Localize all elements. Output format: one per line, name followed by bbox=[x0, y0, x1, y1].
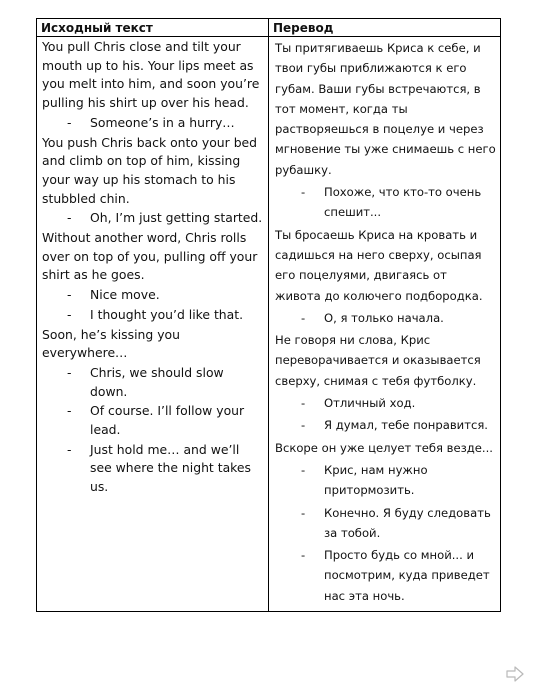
dialogue-text: Просто будь со мной... и посмотрим, куда приведет нас эта ночь. bbox=[324, 548, 490, 603]
dash-marker: - bbox=[301, 462, 306, 477]
dialogue-line bbox=[275, 308, 496, 328]
dialogue-text: Крис, нам нужно притормозить. bbox=[324, 462, 428, 498]
dash-marker: - bbox=[67, 210, 72, 226]
dialogue-line bbox=[275, 182, 496, 223]
dash-marker: - bbox=[301, 396, 306, 411]
dialogue-text: Похоже, что кто-то очень спешит... bbox=[324, 185, 482, 220]
dialogue-text: Oh, I’m just getting started. bbox=[90, 210, 263, 226]
dialogue-text: Nice move. bbox=[90, 287, 160, 303]
dialogue-text: Just hold me… and we’ll see where the night takes us. bbox=[90, 441, 251, 495]
dialogue-text: Of course. I’ll follow your lead. bbox=[90, 403, 245, 438]
dash-marker: - bbox=[67, 306, 72, 322]
dash-marker: - bbox=[301, 505, 306, 520]
dialogue-text: Конечно. Я буду следовать за тобой. bbox=[324, 505, 491, 540]
dialogue-text: Chris, we should slow down. bbox=[90, 364, 224, 399]
dialogue-text: Я думал, тебе понравится. bbox=[324, 418, 488, 433]
source-column-header: Исходный текст bbox=[37, 19, 269, 37]
narration-paragraph: Soon, he’s kissing you everywhere… bbox=[42, 326, 180, 361]
narration-paragraph: Ты бросаешь Криса на кровать и садишься на него сверху, осыпая его поцелуями, двигаясь от живота до колючего подбородка. bbox=[275, 227, 483, 303]
dialogue-line bbox=[42, 402, 264, 439]
dialogue-line bbox=[275, 415, 496, 435]
narration-paragraph: Вскоре он уже целует тебя везде... bbox=[275, 440, 493, 455]
dash-marker: - bbox=[301, 310, 306, 325]
dialogue-line bbox=[275, 545, 496, 606]
dialogue-line bbox=[42, 114, 264, 133]
dash-marker: - bbox=[301, 418, 306, 433]
next-page-arrow-icon[interactable] bbox=[506, 665, 524, 683]
narration-paragraph: You pull Chris close and tilt your mouth up to his. Your lips meet as you melt into him, and soon you’re pulling his shirt up over his head. bbox=[42, 39, 260, 111]
dash-marker: - bbox=[67, 441, 72, 457]
table-header-row bbox=[37, 19, 501, 37]
narration-paragraph: You push Chris back onto your bed and climb on top of him, kissing your way up his stomach to his stubbled chin. bbox=[42, 134, 258, 206]
dash-marker: - bbox=[67, 287, 72, 303]
dialogue-line bbox=[42, 286, 264, 305]
dash-marker: - bbox=[301, 185, 306, 200]
dash-marker: - bbox=[67, 364, 72, 380]
narration-paragraph: Without another word, Chris rolls over on top of you, pulling off your shirt as he goes. bbox=[42, 230, 258, 283]
dash-marker: - bbox=[67, 114, 72, 130]
narration-paragraph: Не говоря ни слова, Крис переворачивается и оказывается сверху, снимая с тебя футболку. bbox=[275, 333, 481, 388]
dialogue-line bbox=[42, 441, 264, 497]
dialogue-line bbox=[275, 503, 496, 544]
source-text-cell bbox=[37, 37, 269, 612]
narration-paragraph: Ты притягиваешь Криса к себе, и твои губы приближаются к его губам. Ваши губы встречаются, в тот момент, когда ты растворяешься в поцелуе и через мгновение ты уже снимаешь с него рубашку. bbox=[275, 41, 496, 177]
dialogue-text: I thought you’d like that. bbox=[90, 306, 244, 322]
translation-text-cell bbox=[269, 37, 501, 612]
dialogue-line bbox=[42, 364, 264, 401]
dialogue-line bbox=[275, 460, 496, 501]
table-body-row bbox=[37, 37, 501, 612]
dialogue-line bbox=[42, 209, 264, 228]
translation-table bbox=[36, 18, 501, 612]
dialogue-text: Someone’s in a hurry… bbox=[90, 114, 235, 130]
translation-column-header: Перевод bbox=[269, 19, 501, 37]
dialogue-line bbox=[42, 306, 264, 325]
dialogue-text: Отличный ход. bbox=[324, 396, 416, 411]
dash-marker: - bbox=[67, 403, 72, 419]
dash-marker: - bbox=[301, 548, 306, 563]
dialogue-line bbox=[275, 393, 496, 413]
dialogue-text: О, я только начала. bbox=[324, 310, 444, 325]
